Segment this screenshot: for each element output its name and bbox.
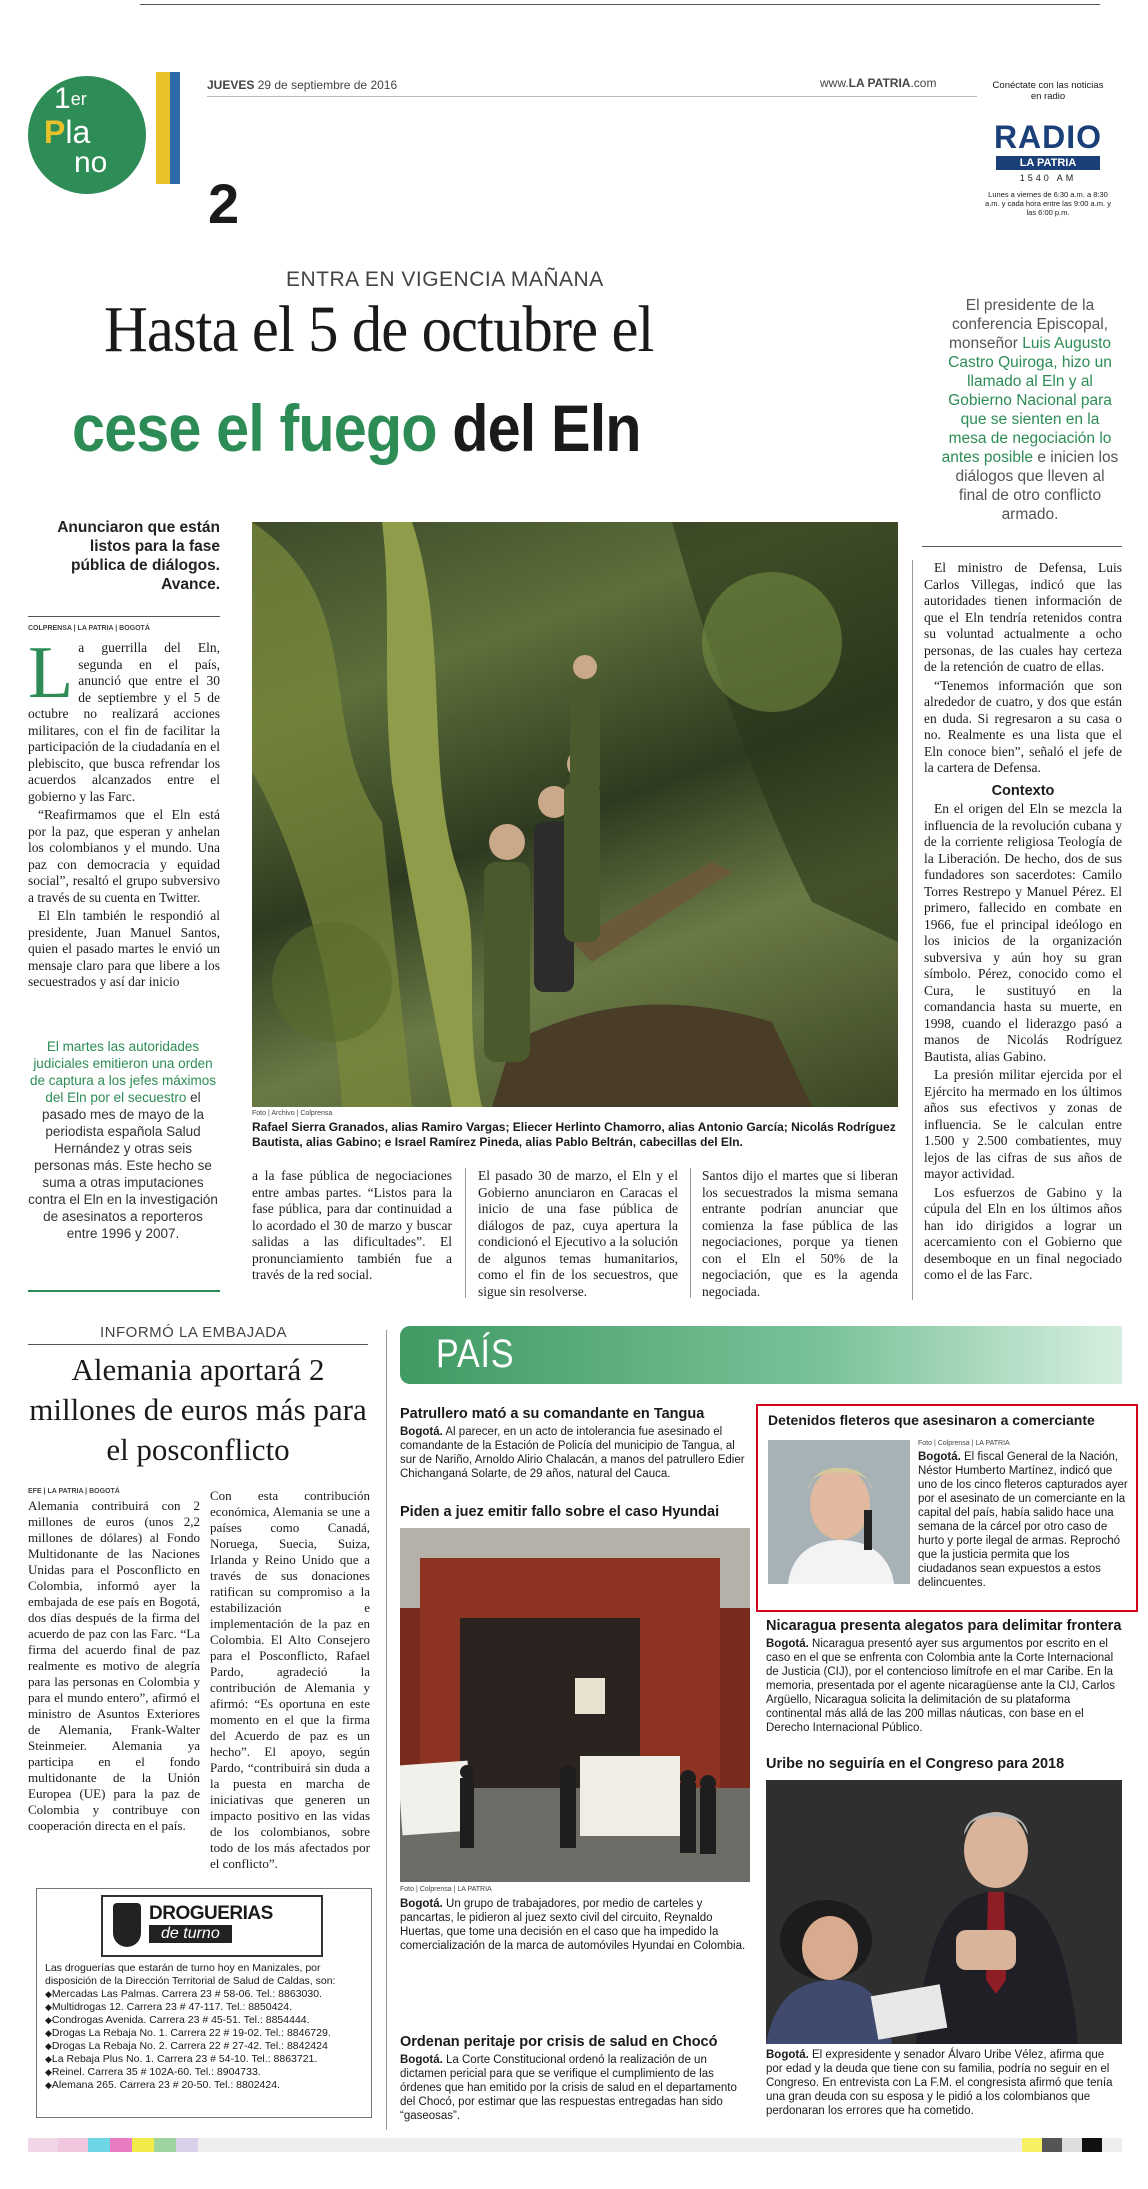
story-uribe — [766, 1756, 1122, 1772]
radio-tagline: Conéctate con las noticias en radio — [992, 80, 1104, 102]
germany-kicker: INFORMÓ LA EMBAJADA — [100, 1324, 288, 1341]
story-fleteros-headline: Detenidos fleteros que asesinaron a comerciante — [768, 1412, 1095, 1428]
col-rule-1 — [465, 1168, 466, 1298]
story-nicaragua-headline: Nicaragua presenta alegatos para delimitar frontera — [766, 1618, 1122, 1634]
pharmacies-box — [36, 1888, 372, 2118]
radio-frequency: 1540 AM — [1019, 173, 1077, 183]
list-item: ◆ Multidrogas 12. Carrera 23 # 47-117. Tel.: 8850424. — [45, 2001, 363, 2014]
story-nicaragua: Nicaragua presenta alegatos para delimitar frontera Bogotá. Nicaragua presentó ayer sus argumentos por escrito en el caso en el que se enfrenta con Colombia ante la Corte Internacional de Justicia (CIJ), por el contencioso limítrofe en el mar Caribe. En la memoria, presentada por el agente nicaragüense ante la CIJ, Carlos Argüello, Nicaragua solicita la delimitación de su plataforma continental más allá de las 200 millas náuticas, con base en el Derecho Internacional Público. — [766, 1618, 1122, 1734]
uribe-photo — [766, 1780, 1122, 2044]
story-choco-headline: Ordenan peritaje por crisis de salud en Chocó — [400, 2034, 718, 2050]
story-uribe-headline: Uribe no seguiría en el Congreso para 2018 — [766, 1756, 1065, 1772]
story-fleteros-text: Bogotá. El fiscal General de la Nación, Néstor Humberto Martínez, indicó que uno de los cinco fleteros capturados ayer por el asesinato de un comerciante en la capital del país, había salido hace una semana de la cárcel por otro caso de hurto y porte ilegal de armas. Reprochó que la justicia permita que los ciudadanos sean expuestos a estos delincuentes. — [918, 1451, 1128, 1589]
main-photo-caption: Rafael Sierra Granados, alias Ramiro Vargas; Eliecer Herlinto Chamorro, alias Antonio García; Nicolás Rodríguez Bautista, alias Gabino; e Israel Ramírez Pineda, alias Pablo Beltrán, cabecillas del Eln. — [252, 1120, 896, 1149]
sidebar-quote: El presidente de la conferencia Episcopal, monseñor Luis Augusto Castro Quiroga, hizo un llamado al Eln y al Gobierno Nacional para que se sienten en la mesa de negociación lo antes posible e inicien los diálogos que lleven al final de otro conflicto armado. — [941, 297, 1119, 523]
section-logo: 1er Pla no — [28, 72, 190, 190]
story-tangua-headline: Patrullero mató a su comandante en Tangua — [400, 1406, 705, 1422]
radio-ad[interactable] — [974, 80, 1122, 248]
germany-col-2: Con esta contribución económica, Alemania se une a países como Canadá, Noruega, Suecia, Suiza, Irlanda y Reino Unido que a través de sus donaciones ratifican su compromiso a la estabilización e implementación de la paz en Colombia. El Alto Consejero para el Posconflicto, Rafael Pardo, agradeció la contribución de Alemania y afirmó: “Es oportuna en este momento en el que la firma del Acuerdo de paz es un hecho”. El apoyo, según Pardo, “contribuirá sin duda a la puesta en marcha de iniciativas que generen un impacto positivo en las vidas de los colombianos, sobre todo de los más afectados por el conflicto”. — [210, 1488, 370, 1871]
radio-brand: LA PATRIA — [996, 156, 1100, 170]
website-link[interactable]: www.LA PATRIA.com — [820, 76, 937, 90]
germany-byline: EFE | LA PATRIA | BOGOTÁ — [28, 1488, 120, 1495]
color-registration-strip — [28, 2138, 1122, 2152]
sidebar-rule — [922, 546, 1122, 547]
main-left-column: La guerrilla del Eln, segunda en el país, anunció que entre el 30 de septiembre y el 5 de octubre no realizará acciones militares, con el fin de facilitar la participación de la ciudadanía en el plebiscito, que busca refrendar los acuerdos alcanzados entre el gobierno y las Farc. “Reafirmamos que el Eln está por la paz, que esperan y anhelan los colombianos y el mundo. Una paz con democracia y equidad social”, resaltó el grupo subversivo a través de su cuenta en Twitter. El Eln también le respondió al presidente, Juan Manuel Santos, quien el pasado martes le envió un mensaje claro para que libere a los secuestrados y así dar inicio — [28, 632, 220, 989]
story-tangua: Patrullero mató a su comandante en Tangua Bogotá. Al parecer, en un acto de intolerancia fue asesinado el comandante de la Estación de Policía del municipio de Tangua, al sur de Nariño, Arnoldo Alirio Chalacán, a manos del patrullero Edier Chichanganá Solarte, de 29 años, natural del Cauca. — [400, 1406, 750, 1481]
story-fleteros-box[interactable] — [756, 1404, 1138, 1612]
radio-schedule: Lunes a viernes de 6:30 a.m. a 8:30 a.m. y cada hora entre las 9:00 a.m. y las 6:00 p.m. — [985, 190, 1111, 217]
main-col-3: El pasado 30 de marzo, el Eln y el Gobierno anunciaron en Caracas el inicio de una fase pública de diálogos de paz, cuya apertura la condicionó el Ejecutivo a la solución de algunos temas humanitarios, como el fin de los secuestros, que sigue sin resolverse. — [478, 1168, 678, 1299]
pharmacies-list — [45, 1988, 363, 2092]
main-byline: COLPRENSA | LA PATRIA | BOGOTÁ — [28, 625, 150, 632]
fleteros-photo — [768, 1440, 910, 1584]
radio-name: RADIO — [993, 119, 1103, 155]
list-item: ◆ La Rebaja Plus No. 1. Carrera 23 # 54-10. Tel.: 8863721. — [45, 2053, 363, 2066]
main-photo — [252, 522, 898, 1107]
main-photo-credit: Foto | Archivo | Colprensa — [252, 1110, 333, 1117]
germany-rule — [28, 1344, 368, 1345]
right-col-rule — [912, 560, 913, 1300]
pullquote-rule — [28, 1290, 220, 1292]
deck-rule — [28, 616, 220, 617]
pais-label: PAÍS — [436, 1332, 515, 1376]
fleteros-photo-credit: Foto | Colprensa | LA PATRIA — [918, 1440, 1010, 1447]
list-item: ◆ Condrogas Avenida. Carrera 23 # 45-51. Tel.: 8854444. — [45, 2014, 363, 2027]
date-rule — [207, 96, 977, 97]
date-line: JUEVES 29 de septiembre de 2016 — [207, 78, 398, 92]
list-item: ◆ Drogas La Rebaja No. 2. Carrera 22 # 27-42. Tel.: 8842424 — [45, 2040, 363, 2053]
headline-black-part: del Eln — [452, 391, 641, 465]
main-pull-quote: El martes las autoridades judiciales emitieron una orden de captura a los jefes máximos del Eln por el secuestro el pasado mes de mayo de la periodista española Salud Hernández y otras seis personas más. Este hecho se suma a otras imputaciones contra el Eln en la investigación de asesinatos a reporteros entre 1996 y 2007. — [28, 1039, 218, 1241]
list-item: ◆ Alemana 265. Carrera 23 # 20-50. Tel.: 8802424. — [45, 2079, 363, 2092]
pais-banner — [400, 1326, 1122, 1384]
pharmacies-title: DROGUERIAS — [149, 1903, 273, 1924]
list-item: ◆ Reinel. Carrera 35 # 102A-60. Tel.: 8904733. — [45, 2066, 363, 2079]
mortar-icon — [113, 1903, 141, 1947]
story-hyundai — [400, 1504, 750, 1520]
germany-col-1: Alemania contribuirá con 2 millones de euros (unos 2,2 millones de dólares) al Fondo Multidonante de las Naciones Unidas para el Posconflicto en Colombia, informó ayer la embajada de ese país en Bogotá, dos días después de la firma del acuerdo de paz con las Farc. “La firma del acuerdo final de paz realmente es motivo de alegría para las personas en Colombia y para el mundo entero”, afirmó el ministro de Asuntos Exteriores de Alemania, Frank-Walter Steinmeier. Alemania ya participa en el fondo multidonante de la Unión Europea (UE) para la paz de Colombia y contribuye con cooperación directa en el país. — [28, 1498, 200, 1833]
pharmacies-logo — [101, 1895, 323, 1957]
hyundai-photo — [400, 1528, 750, 1882]
section-divider — [386, 1330, 387, 2130]
jungle-illustration — [252, 522, 898, 1107]
page-number: 2 — [208, 172, 240, 235]
list-item: ◆ Mercadas Las Palmas. Carrera 23 # 58-06. Tel.: 8863030. — [45, 1988, 363, 2001]
context-heading: Contexto — [991, 782, 1055, 799]
germany-headline: Alemania aportará 2 millones de euros más para el posconflicto — [29, 1352, 367, 1467]
dropcap: L — [28, 632, 74, 714]
main-col-4: Santos dijo el martes que si liberan los secuestrados la misma semana entrante podrían anunciar que comienza la fase pública de las negociaciones, porque ya tienen con el Eln el 50% de la negociación, que es la agenda negociada. — [702, 1168, 898, 1299]
story-hyundai-headline: Piden a juez emitir fallo sobre el caso Hyundai — [400, 1504, 720, 1520]
guerrilla-figures — [484, 655, 600, 1062]
main-headline-line1: Hasta el 5 de octubre el — [104, 293, 654, 366]
story-uribe-text: Bogotá. El expresidente y senador Álvaro Uribe Vélez, afirma que por edad y la deuda que tiene con su familia, podría no seguir en el Congreso. En entrevista con La F.M. el congresista afirmó que tenía una gran deuda con su esposa y le pidió a los colombianos que perdonaran los errores que ha cometido. — [766, 2049, 1113, 2117]
top-rule — [140, 4, 1100, 5]
main-deck: Anunciaron que están listos para la fase pública de diálogos. Avance. — [57, 519, 220, 593]
list-item: ◆ Drogas La Rebaja No. 1. Carrera 22 # 19-02. Tel.: 8846729. — [45, 2027, 363, 2040]
main-col-2: a la fase pública de negociaciones entre ambas partes. “Listos para la fase pública, para dar continuidad a lo acordado el 30 de marzo y buscar salidas a las dificultades”. El pronunciamiento también fue a través de la red social. — [252, 1168, 452, 1282]
hyundai-photo-credit: Foto | Colprensa | LA PATRIA — [400, 1886, 492, 1893]
story-choco: Ordenan peritaje por crisis de salud en Chocó Bogotá. La Corte Constitucional ordenó la realización de un dictamen pericial para que se verifique el cumplimiento de las órdenes que han emitido por la crisis de salud en el departamento del Chocó, por estimar que las respuestas entregadas han sido “gaseosas”. — [400, 2034, 750, 2123]
col-rule-2 — [690, 1168, 691, 1298]
main-kicker: ENTRA EN VIGENCIA MAÑANA — [286, 268, 604, 291]
main-right-column: El ministro de Defensa, Luis Carlos Villegas, indicó que las autoridades tienen información de que el Eln tendría retenidos contra su voluntad actualmente a ocho personas, de las cuales hay certeza de la retención de cuatro de ellas. “Tenemos información que son alrededor de cuatro, y dos que están en duda. Si regresaron a su casa o no. Realmente es una lista que el Eln conoce bien”, señaló el jefe de la cartera de Defensa. Contexto En el origen del Eln se mezcla la influencia de la revolución cubana y de la corriente religiosa Teología de la Liberación. De hecho, dos de sus fundadores son sacerdotes: Camilo Torres Restrepo y Manuel Pérez. El primero, fallecido en combate en 1966, fue el principal ideólogo en los inicios de la organización subversiva y aún hoy su gran símbolo. Pérez, conocido como el Cura, le sustituyó en la comandancia hasta su muerte, en 1998, cuando el liderazgo pasó a manos de Nicolás Rodríguez Bautista, alias Gabino. La presión militar ejercida por el Ejército ha mermado en los últimos años sus efectivos y zonas de influencia. Se le calculan entre 1.500 y 2.500 combatientes, muy lejos de las cifras de sus años de mayor actividad. Los esfuerzos de Gabino y la cúpula del Eln en los últimos años han ido dirigidos a lograr un acercamiento con el Gobierno que desemboque en un final negociado como el de las Farc. — [924, 560, 1122, 1282]
pharmacies-subtitle: de turno — [149, 1925, 232, 1943]
story-hyundai-text: Bogotá. Un grupo de trabajadores, por medio de carteles y pancartas, le pidieron al juez sexto civil del circuito, Reynaldo Huertas, que tome una decisión en el caso que ha impedido la comercialización de la marca de automóviles Hyundai en Colombia. — [400, 1898, 746, 1952]
headline-green-part: cese el fuego — [72, 391, 437, 465]
pharmacies-intro: Las droguerías que estarán de turno hoy en Manizales, por disposición de la Dirección Territorial de Salud de Caldas, son: — [45, 1962, 336, 1987]
main-headline-line2 — [72, 390, 641, 466]
